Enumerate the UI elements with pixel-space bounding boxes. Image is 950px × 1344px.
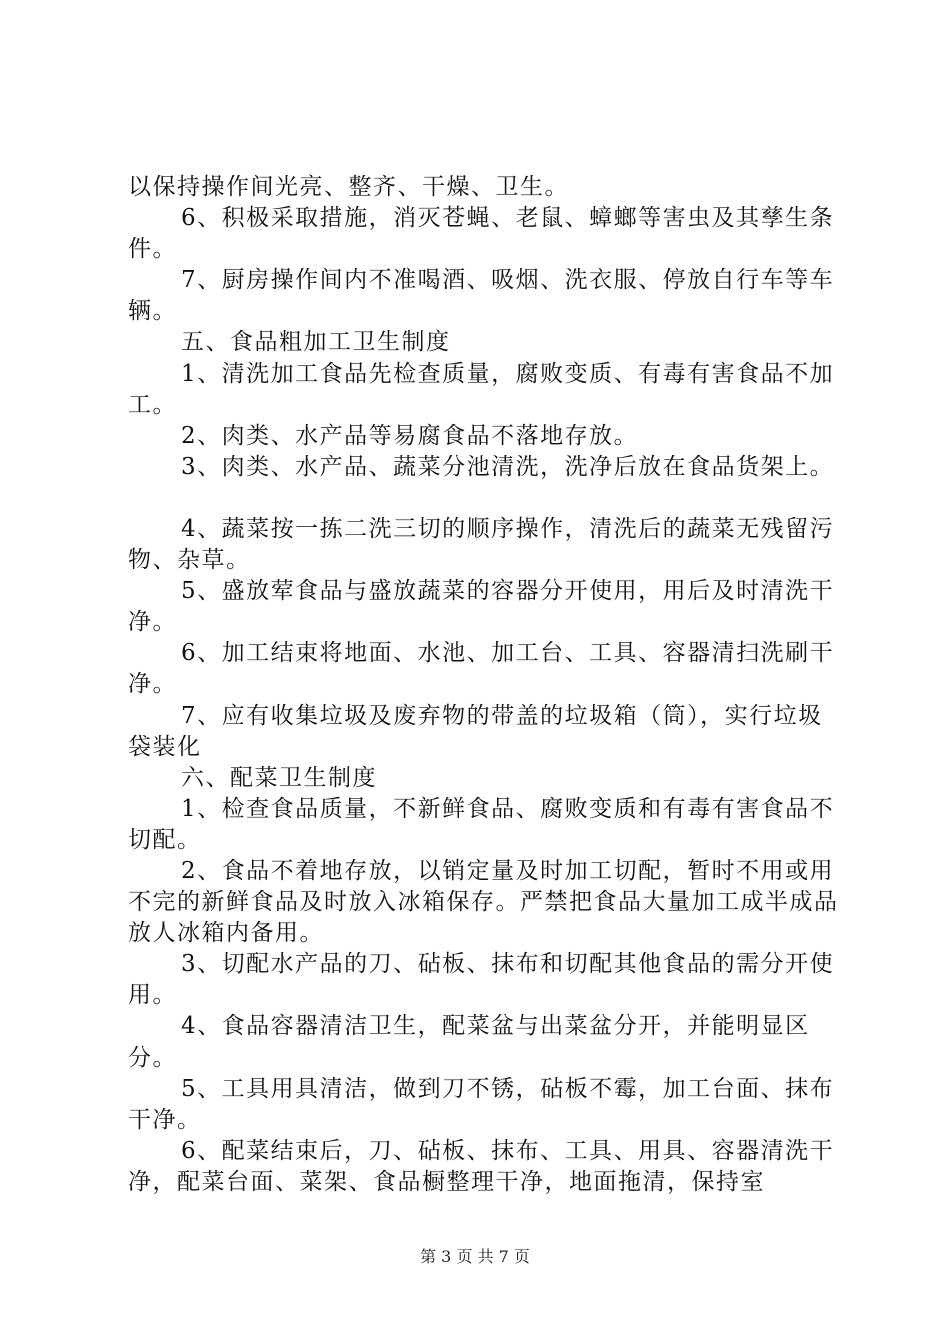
paragraph-item: 5、工具用具清洁，做到刀不锈，砧板不霉，加工台面、抹布干净。 <box>128 1075 835 1133</box>
paragraph-item: 7、应有收集垃圾及废弃物的带盖的垃圾箱（筒），实行垃圾袋装化 <box>128 702 823 760</box>
paragraph-item: 1、检查食品质量，不新鲜食品、腐败变质和有毒有害食品不切配。 <box>128 795 835 853</box>
section-heading: 六、配菜卫生制度 <box>181 764 377 791</box>
paragraph-continuation: 以保持操作间光亮、整齐、干燥、卫生。 <box>128 174 569 200</box>
paragraph-item: 2、食品不着地存放，以销定量及时加工切配，暂时不用或用不完的新鲜食品及时放入冰箱保存。严禁把食品大量加工成半成品放人冰箱内备用。 <box>128 857 839 947</box>
paragraph-item: 3、切配水产品的刀、砧板、抹布和切配其他食品的需分开使用。 <box>128 951 835 1009</box>
paragraph-item: 2、肉类、水产品等易腐食品不落地存放。 <box>181 422 639 449</box>
paragraph-item: 6、加工结束将地面、水池、加工台、工具、容器清扫洗刷干净。 <box>128 640 835 698</box>
paragraph-item: 4、食品容器清洁卫生，配菜盆与出菜盆分开，并能明显区分。 <box>128 1013 810 1071</box>
document-body <box>128 172 840 1198</box>
paragraph-item: 5、盛放荤食品与盛放蔬菜的容器分开使用，用后及时清洗干净。 <box>128 578 835 636</box>
section-heading: 五、食品粗加工卫生制度 <box>181 329 451 356</box>
paragraph-item: 3、肉类、水产品、蔬菜分池清洗，洗净后放在食品货架上。 <box>181 453 835 480</box>
paragraph-item: 4、蔬菜按一拣二洗三切的顺序操作，清洗后的蔬菜无残留污物、杂草。 <box>128 515 835 574</box>
paragraph-item: 1、清洗加工食品先检查质量，腐败变质、有毒有害食品不加工。 <box>128 360 835 418</box>
paragraph-item: 6、积极采取措施，消灭苍蝇、老鼠、蟑螂等害虫及其孳生条件。 <box>128 205 835 263</box>
page-footer: 第 3 页 共 7 页 <box>420 1247 530 1266</box>
paragraph-item: 7、厨房操作间内不准喝酒、吸烟、洗衣服、停放自行车等车辆。 <box>128 267 835 325</box>
paragraph-item: 6、配菜结束后，刀、砧板、抹布、工具、用具、容器清洗干净，配菜台面、菜架、食品橱整理干净，地面拖清，保持室 <box>128 1137 835 1195</box>
